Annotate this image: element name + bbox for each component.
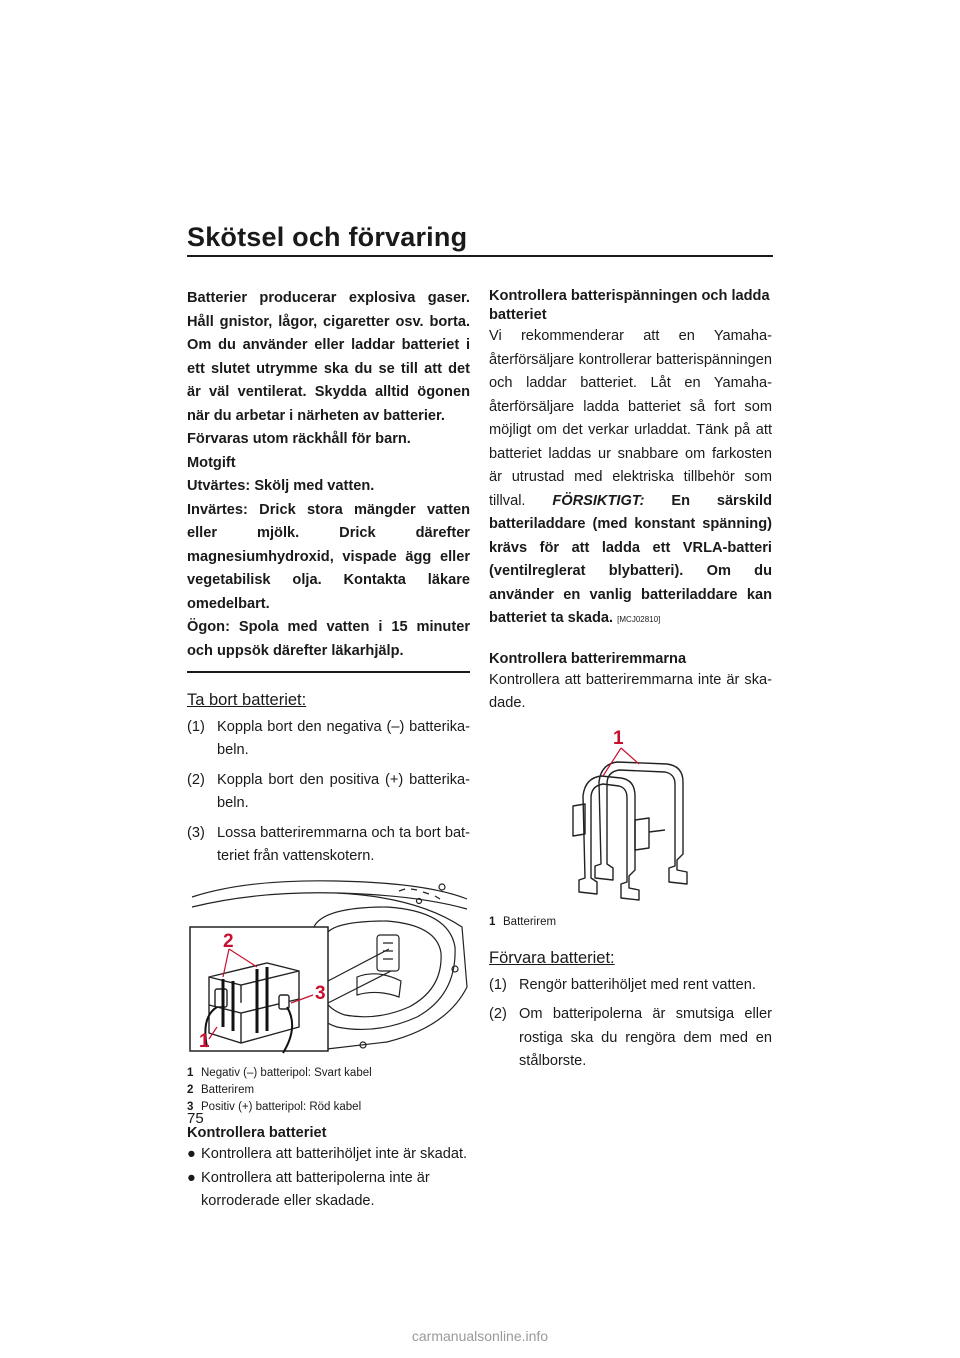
step-item: (1) Koppla bort den negativa (–) batterikabeln. bbox=[187, 718, 470, 758]
check-battery-title: Kontrollera batteriet bbox=[187, 1125, 327, 1141]
warning-block bbox=[187, 287, 470, 673]
callout-1: 1 bbox=[613, 727, 624, 749]
step-item: (3) Lossa batteriremmarna och ta bort batteriet från vattenskotern. bbox=[187, 824, 470, 864]
legend-item: 1 Batterirem bbox=[489, 916, 557, 928]
page-number: 75 bbox=[187, 1110, 204, 1127]
straps-paragraph: Kontrollera att batteriremmarna inte är skadade. bbox=[489, 671, 772, 711]
callout-2: 2 bbox=[223, 930, 234, 952]
figure-legend bbox=[489, 914, 772, 931]
legend-item: 1 Negativ (–) batteripol: Svart kabel bbox=[187, 1067, 372, 1079]
voltage-paragraph: Vi rekommenderar att en Yamaha-återförsäljare kontrollerar batterispänningen och laddar batteriet. Låt en Yamaha-återförsäljare ladda batteriet så fort som möjligt om det verkar urladdat. Tänk på att batteriet laddas ur snabbare om farkosten är utrustad med elektriska tillbehör som tillval. FÖRSIKTIGT: En särskild batteriladdare (med konstant spänning) krävs för att ladda ett VRLA-batteri (ventilreglerat blybatteri). Om du använder en vanlig batteriladdare kan batteriet ta skada. [MCJ02810] bbox=[489, 328, 772, 626]
remove-battery-title: Ta bort batteriet: bbox=[187, 691, 307, 709]
store-battery-title: Förvara batteriet: bbox=[489, 949, 615, 967]
left-column bbox=[187, 287, 470, 1214]
warning-paragraph: Invärtes: Drick stora mängder vatten eller mjölk. Drick därefter magnesiumhydroxid, vispade ägg eller vegetabilisk olja. Kontakta läkare omedelbart. bbox=[187, 501, 470, 612]
warning-rule bbox=[187, 671, 470, 673]
callout-1: 1 bbox=[199, 1030, 210, 1052]
battery-strap-figure bbox=[489, 724, 772, 932]
step-item: (1) Rengör batterihöljet med rent vatten. bbox=[489, 976, 756, 993]
bullet-item: ● Kontrollera att batteripolerna inte är korroderade eller skadade. bbox=[187, 1167, 470, 1214]
warning-paragraph: Batterier producerar explosiva gaser. Håll gnistor, lågor, cigaretter osv. borta. Om du använder eller laddar batteriet i ett slutet utrymme ska du se till att det är väl ventilerat. Skydda alltid ögonen när du arbetar i närheten av batterier. bbox=[187, 290, 470, 424]
straps-title: Kontrollera batteriremmarna bbox=[489, 650, 687, 667]
battery-strap-illustration bbox=[489, 724, 772, 904]
battery-compartment-illustration bbox=[187, 877, 470, 1055]
caution-code: [MCJ02810] bbox=[617, 615, 661, 624]
legend-item: 3 Positiv (+) batteripol: Röd kabel bbox=[187, 1101, 362, 1113]
warning-paragraph: Förvaras utom räckhåll för barn. bbox=[187, 431, 411, 447]
warning-paragraph: Motgift bbox=[187, 454, 236, 471]
bullet-item: ● Kontrollera att batterihöljet inte är skadat. bbox=[187, 1143, 470, 1167]
caution-text: En särskild batteriladdare (med konstant spänning) krävs för att ladda ett VRLA-batteri (ventilreglerat blybatteri). Om du använder en vanlig batteriladdare kan batteriet ta skada. bbox=[489, 492, 772, 626]
callout-3: 3 bbox=[315, 982, 326, 1004]
legend-item: 2 Batterirem bbox=[187, 1084, 255, 1096]
step-item: (2) Om batteripolerna är smutsiga eller rostiga ska du rengöra dem med en stålborste. bbox=[489, 1006, 772, 1069]
watermark: carmanualsonline.info bbox=[411, 1328, 549, 1344]
battery-compartment-figure bbox=[187, 877, 470, 1117]
check-battery-list bbox=[187, 1143, 470, 1214]
caution-label: FÖRSIKTIGT: bbox=[552, 492, 645, 509]
header-rule bbox=[187, 255, 773, 257]
store-steps bbox=[489, 974, 772, 1074]
bullet-icon: ● bbox=[187, 1169, 196, 1186]
warning-paragraph: Ögon: Spola med vatten i 15 minuter och uppsök därefter läkarhjälp. bbox=[187, 619, 470, 659]
figure-legend bbox=[187, 1065, 470, 1116]
warning-paragraph: Utvärtes: Skölj med vatten. bbox=[187, 478, 375, 494]
bullet-icon: ● bbox=[187, 1146, 196, 1162]
voltage-title: Kontrollera batterispänningen och ladda batteriet bbox=[489, 288, 770, 323]
remove-steps bbox=[187, 716, 470, 869]
right-column bbox=[489, 287, 772, 1080]
step-item: (2) Koppla bort den positiva (+) batterikabeln. bbox=[187, 771, 470, 811]
page-title: Skötsel och förvaring bbox=[187, 222, 468, 252]
